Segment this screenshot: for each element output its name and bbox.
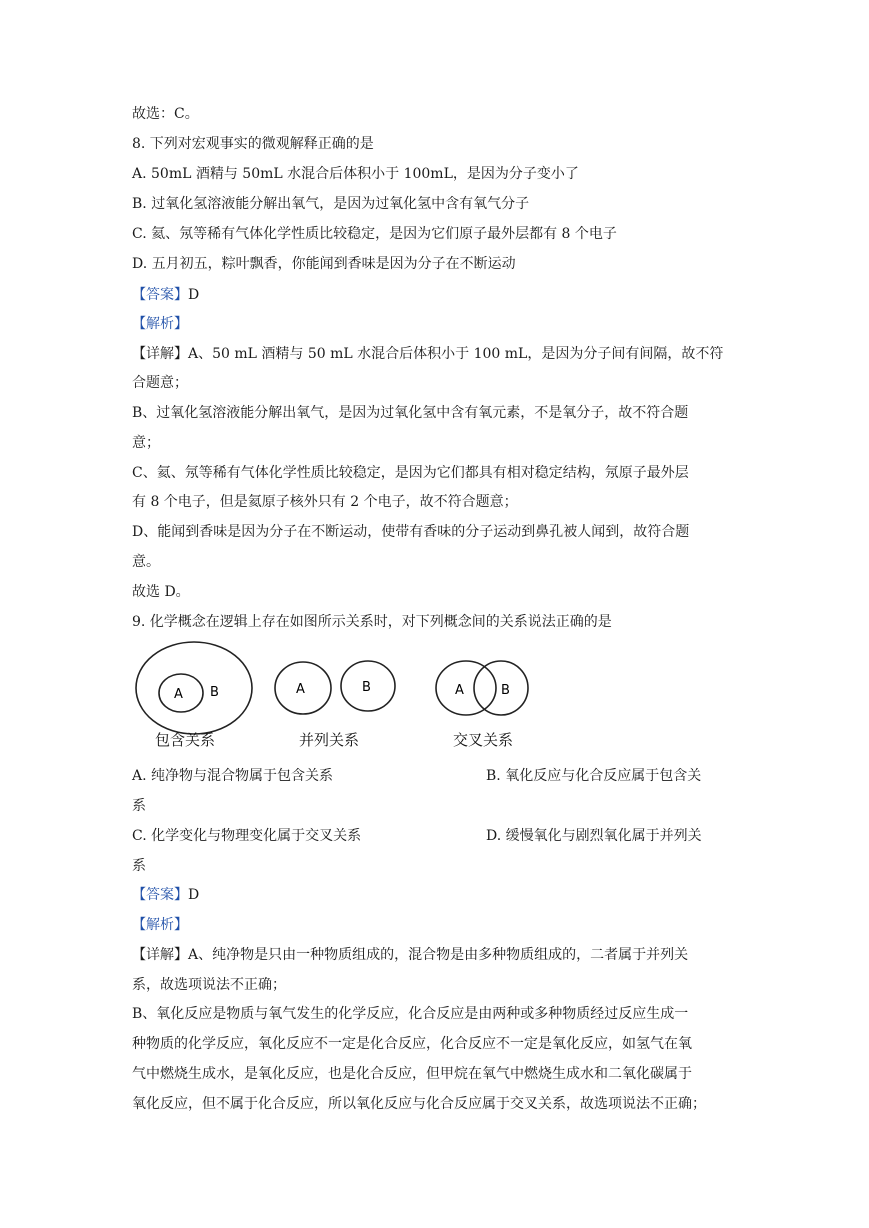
detail-line (132, 345, 723, 363)
label-a: A (455, 683, 464, 698)
text-line: 系 (132, 858, 146, 874)
question-9-stem: 9. 化学概念在逻辑上存在如图所示关系时，对下列概念间的关系说法正确的是 (132, 614, 612, 630)
question-8-option-d: D. 五月初五，粽叶飘香，你能闻到香味是因为分子在不断运动 (132, 256, 516, 272)
text-line: 系，故选项说法不正确； (132, 977, 286, 993)
question-9-option-a: A. 纯净物与混合物属于包含关系 (132, 768, 334, 784)
question-8-option-b: B. 过氧化氢溶液能分解出氧气，是因为过氧化氢中含有氧气分子 (132, 196, 530, 212)
label-b: B (501, 683, 510, 698)
label-a: A (296, 682, 305, 697)
label-b: B (362, 680, 371, 695)
analysis-tag: 【解析】 (132, 316, 188, 332)
question-8-option-a: A. 50mL 酒精与 50mL 水混合后体积小于 100mL，是因为分子变小了 (132, 166, 579, 182)
text-line: 氧化反应，但不属于化合反应，所以氧化反应与化合反应属于交叉关系，故选项说法不正确； (132, 1096, 706, 1112)
text-line: 故选 D。 (132, 584, 190, 600)
text-line: B、氧化反应是物质与氧气发生的化学反应，化合反应是由两种或多种物质经过反应生成一 (132, 1006, 689, 1022)
answer-value: D (188, 287, 200, 303)
text-line: 有 8 个电子，但是氦原子核外只有 2 个电子，故不符合题意； (132, 494, 518, 510)
caption-contain: 包含关系 (155, 731, 216, 749)
contain-diagram (136, 642, 252, 734)
text-line: 气中燃烧生成水，是氧化反应，也是化合反应，但甲烷在氧气中燃烧生成水和二氧化碳属于 (132, 1066, 692, 1082)
text-line: D、能闻到香味是因为分子在不断运动，使带有香味的分子运动到鼻孔被人闻到，故符合题 (132, 524, 690, 540)
text-line: 系 (132, 798, 146, 814)
analysis-tag: 【解析】 (132, 917, 188, 933)
text-line: 种物质的化学反应，氧化反应不一定是化合反应，化合反应不一定是氧化反应，如氢气在氧 (132, 1036, 692, 1052)
caption-parallel: 并列关系 (299, 731, 360, 749)
caption-cross: 交叉关系 (453, 731, 514, 749)
label-b: B (210, 685, 219, 700)
question-9-option-c: C. 化学变化与物理变化属于交叉关系 (132, 828, 362, 844)
answer-value: D (188, 887, 200, 903)
question-8-option-c: C. 氦、氖等稀有气体化学性质比较稳定，是因为它们原子最外层都有 8 个电子 (132, 226, 617, 242)
answer-line (132, 886, 199, 904)
circle-a (436, 661, 496, 715)
parallel-diagram (275, 661, 395, 714)
detail-tag: 【详解】 (132, 346, 188, 362)
detail-line (132, 946, 688, 964)
label-a: A (174, 687, 183, 702)
answer-tag: 【答案】 (132, 287, 188, 303)
detail-text: A、纯净物是只由一种物质组成的，混合物是由多种物质组成的，二者属于并列关 (188, 947, 689, 963)
text-line: 合题意； (132, 375, 188, 391)
question-8-stem: 8. 下列对宏观事实的微观解释正确的是 (132, 136, 374, 152)
text-line: 意。 (132, 554, 160, 570)
question-9-option-b: B. 氧化反应与化合反应属于包含关 (486, 768, 702, 784)
outer-circle-b (136, 642, 252, 734)
text-line: C、氦、氖等稀有气体化学性质比较稳定，是因为它们都具有相对稳定结构，氖原子最外层 (132, 465, 689, 481)
text-line: 意； (132, 435, 160, 451)
detail-tag: 【详解】 (132, 947, 188, 963)
answer-tag: 【答案】 (132, 887, 188, 903)
cross-diagram (436, 661, 528, 715)
detail-text: A、50 mL 酒精与 50 mL 水混合后体积小于 100 mL，是因为分子间有间隔，故不符 (188, 346, 724, 362)
answer-line (132, 286, 199, 304)
question-9-option-d: D. 缓慢氧化与剧烈氧化属于并列关 (486, 828, 702, 844)
text-line: 故选：C。 (132, 106, 199, 122)
text-line: B、过氧化氢溶液能分解出氧气，是因为过氧化氢中含有氧元素，不是氧分子，故不符合题 (132, 405, 689, 421)
